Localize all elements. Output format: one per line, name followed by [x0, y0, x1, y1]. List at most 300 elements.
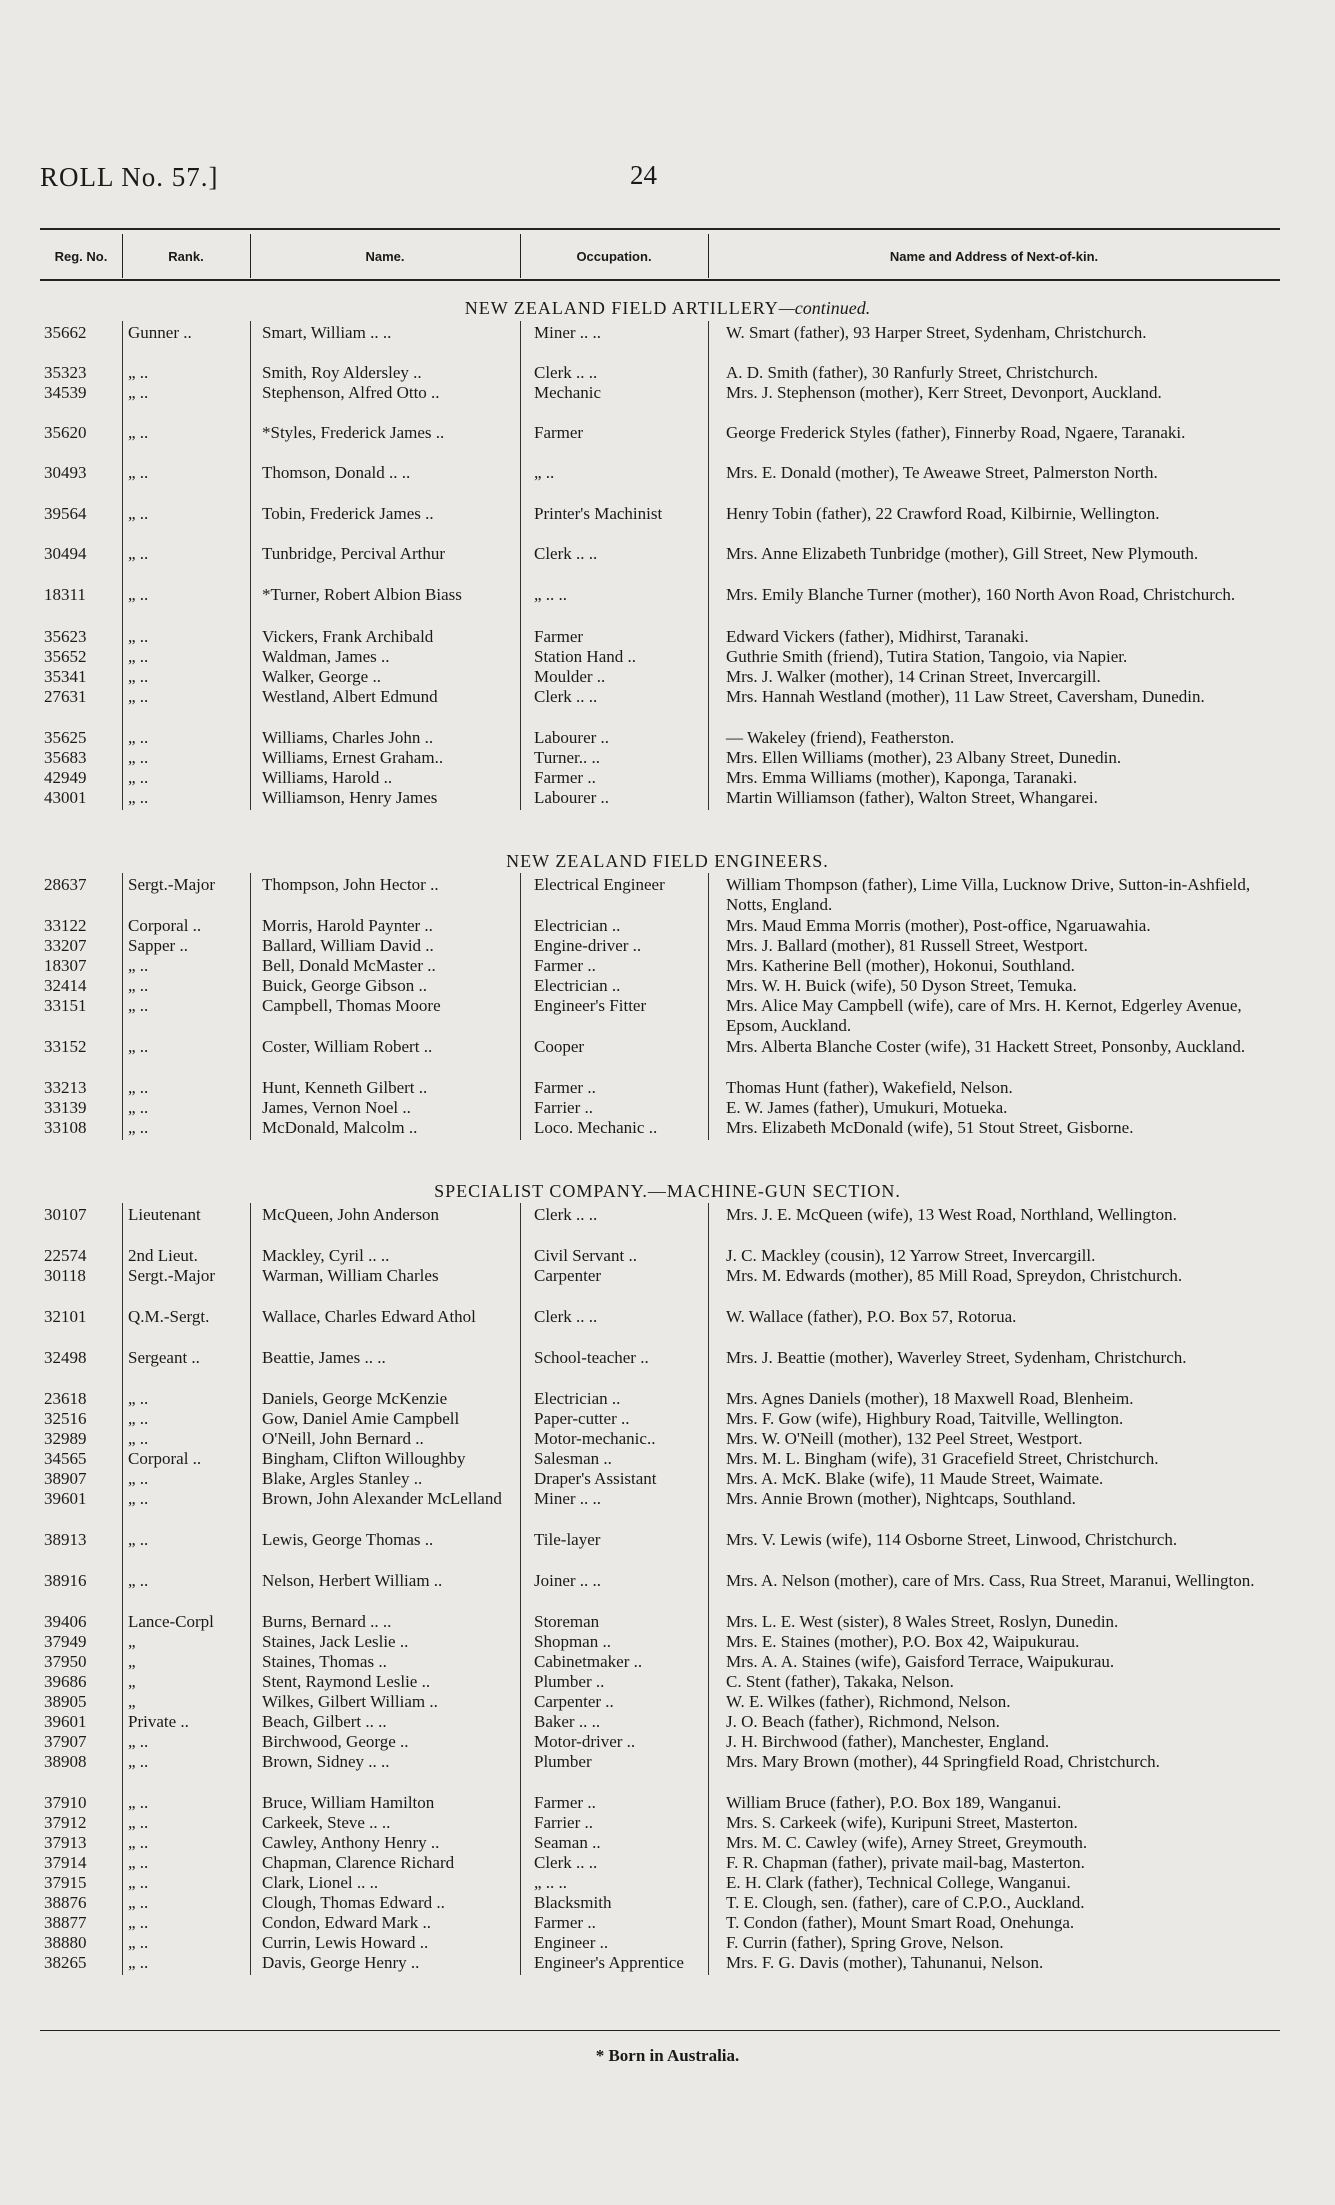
column-header-occupation: Occupation. — [576, 248, 652, 264]
occupation: Farmer .. — [534, 1078, 596, 1097]
column-header-reg: Reg. No. — [54, 248, 108, 264]
reg-number: 30107 — [44, 1205, 87, 1224]
occupation: Paper-cutter .. — [534, 1409, 630, 1428]
occupation: „ .. .. — [534, 1873, 568, 1892]
occupation: Draper's Assistant — [534, 1469, 657, 1488]
section-title-text: NEW ZEALAND FIELD ENGINEERS. — [506, 851, 829, 871]
name: Staines, Thomas .. — [262, 1652, 387, 1671]
name: Thomson, Donald .. .. — [262, 463, 411, 482]
reg-number: 33213 — [44, 1078, 87, 1097]
rank: 2nd Lieut. — [128, 1246, 198, 1265]
occupation: Plumber .. — [534, 1672, 605, 1691]
reg-number: 32516 — [44, 1409, 87, 1428]
next-of-kin: Mrs. Hannah Westland (mother), 11 Law Street, Caversham, Dunedin. — [726, 687, 1205, 706]
rank: „ .. — [128, 1833, 149, 1852]
occupation: Turner.. .. — [534, 748, 600, 767]
next-of-kin: Mrs. E. Staines (mother), P.O. Box 42, Waipukurau. — [726, 1632, 1080, 1651]
name: Davis, George Henry .. — [262, 1953, 420, 1972]
occupation: Electrician .. — [534, 1389, 621, 1408]
occupation: Farrier .. — [534, 1813, 594, 1832]
reg-number: 37950 — [44, 1652, 87, 1671]
rank: „ .. — [128, 728, 149, 747]
name: Williamson, Henry James — [262, 788, 438, 807]
next-of-kin: Mrs. F. G. Davis (mother), Tahunanui, Nelson. — [726, 1953, 1044, 1972]
name: O'Neill, John Bernard .. — [262, 1429, 424, 1448]
occupation: Farrier .. — [534, 1098, 594, 1117]
next-of-kin: George Frederick Styles (father), Finnerby Road, Ngaere, Taranaki. — [726, 423, 1186, 442]
reg-number: 37914 — [44, 1853, 87, 1872]
footer-rule — [40, 2030, 1280, 2031]
reg-number: 37913 — [44, 1833, 87, 1852]
occupation: Storeman — [534, 1612, 600, 1631]
next-of-kin: Mrs. V. Lewis (wife), 114 Osborne Street, Linwood, Christchurch. — [726, 1530, 1178, 1549]
next-of-kin: Mrs. M. Edwards (mother), 85 Mill Road, Spreydon, Christchurch. — [726, 1266, 1183, 1285]
occupation: Plumber — [534, 1752, 592, 1771]
occupation: Engineer's Fitter — [534, 996, 647, 1015]
next-of-kin: Mrs. F. Gow (wife), Highbury Road, Taitville, Wellington. — [726, 1409, 1124, 1428]
rank: „ .. — [128, 627, 149, 646]
occupation: Printer's Machinist — [534, 504, 663, 523]
reg-number: 39601 — [44, 1712, 87, 1731]
reg-number: 39601 — [44, 1489, 87, 1508]
reg-number: 37915 — [44, 1873, 87, 1892]
next-of-kin: Mrs. J. Ballard (mother), 81 Russell Street, Westport. — [726, 936, 1088, 955]
next-of-kin: A. D. Smith (father), 30 Ranfurly Street, Christchurch. — [726, 363, 1099, 382]
reg-number: 37907 — [44, 1732, 87, 1751]
occupation: Shopman .. — [534, 1632, 611, 1651]
occupation: Motor-driver .. — [534, 1732, 636, 1751]
reg-number: 28637 — [44, 875, 87, 894]
name: Beattie, James .. .. — [262, 1348, 386, 1367]
reg-number: 39406 — [44, 1612, 87, 1631]
column-header-rank: Rank. — [168, 248, 204, 264]
name: Bruce, William Hamilton — [262, 1793, 435, 1812]
rank: „ .. — [128, 687, 149, 706]
next-of-kin: W. Smart (father), 93 Harper Street, Sydenham, Christchurch. — [726, 323, 1147, 342]
next-of-kin: Henry Tobin (father), 22 Crawford Road, Kilbirnie, Wellington. — [726, 504, 1160, 523]
rank: Sergt.-Major — [128, 875, 216, 894]
reg-number: 33122 — [44, 916, 87, 935]
rank: Lance-Corpl — [128, 1612, 214, 1631]
column-divider — [122, 321, 123, 810]
column-header-name: Name. — [365, 248, 405, 264]
name: Clark, Lionel .. .. — [262, 1873, 379, 1892]
name: Smith, Roy Aldersley .. — [262, 363, 422, 382]
rank: „ .. — [128, 423, 149, 442]
reg-number: 35620 — [44, 423, 87, 442]
next-of-kin: F. R. Chapman (father), private mail-bag, Masterton. — [726, 1853, 1085, 1872]
column-header-next-of-kin: Name and Address of Next-of-kin. — [889, 248, 1099, 264]
next-of-kin: Edward Vickers (father), Midhirst, Taranaki. — [726, 627, 1029, 646]
footnote: * Born in Australia. — [595, 2046, 740, 2065]
rank: „ .. — [128, 748, 149, 767]
rank: Q.M.-Sergt. — [128, 1307, 210, 1326]
name: Wallace, Charles Edward Athol — [262, 1307, 476, 1326]
next-of-kin: Mrs. J. Stephenson (mother), Kerr Street, Devonport, Auckland. — [726, 383, 1162, 402]
occupation: Salesman .. — [534, 1449, 612, 1468]
reg-number: 38905 — [44, 1692, 87, 1711]
next-of-kin: Mrs. Annie Brown (mother), Nightcaps, Southland. — [726, 1489, 1076, 1508]
reg-number: 30118 — [44, 1266, 86, 1285]
name: Coster, William Robert .. — [262, 1037, 433, 1056]
next-of-kin: J. O. Beach (father), Richmond, Nelson. — [726, 1712, 1000, 1731]
occupation: Clerk .. .. — [534, 1853, 598, 1872]
next-of-kin: Martin Williamson (father), Walton Street, Whangarei. — [726, 788, 1098, 807]
reg-number: 22574 — [44, 1246, 87, 1265]
name: Waldman, James .. — [262, 647, 390, 666]
name: Carkeek, Steve .. .. — [262, 1813, 391, 1832]
rank: „ — [128, 1672, 136, 1691]
rank: „ .. — [128, 383, 149, 402]
occupation: Mechanic — [534, 383, 602, 402]
reg-number: 30493 — [44, 463, 87, 482]
reg-number: 35652 — [44, 647, 87, 666]
rank: „ .. — [128, 768, 149, 787]
occupation: Electrician .. — [534, 916, 621, 935]
name: *Turner, Robert Albion Biass — [262, 585, 462, 604]
occupation: Cooper — [534, 1037, 585, 1056]
occupation: Seaman .. — [534, 1833, 601, 1852]
next-of-kin: Guthrie Smith (friend), Tutira Station, Tangoio, via Napier. — [726, 647, 1128, 666]
rank: „ .. — [128, 504, 149, 523]
next-of-kin: Mrs. Agnes Daniels (mother), 18 Maxwell Road, Blenheim. — [726, 1389, 1134, 1408]
rank: „ .. — [128, 1571, 149, 1590]
occupation: Farmer .. — [534, 1793, 596, 1812]
occupation: Moulder .. — [534, 667, 606, 686]
next-of-kin: Mrs. W. O'Neill (mother), 132 Peel Street, Westport. — [726, 1429, 1083, 1448]
next-of-kin: Mrs. Anne Elizabeth Tunbridge (mother), Gill Street, New Plymouth. — [726, 544, 1199, 563]
next-of-kin: Mrs. Katherine Bell (mother), Hokonui, Southland. — [726, 956, 1075, 975]
name: Cawley, Anthony Henry .. — [262, 1833, 440, 1852]
name: Birchwood, George .. — [262, 1732, 409, 1751]
rank: „ .. — [128, 956, 149, 975]
name: Buick, George Gibson .. — [262, 976, 427, 995]
next-of-kin: Mrs. W. H. Buick (wife), 50 Dyson Street, Temuka. — [726, 976, 1077, 995]
rank: „ .. — [128, 1913, 149, 1932]
rank: „ .. — [128, 1489, 149, 1508]
reg-number: 38265 — [44, 1953, 87, 1972]
name: Daniels, George McKenzie — [262, 1389, 448, 1408]
reg-number: 38880 — [44, 1933, 87, 1952]
name: Chapman, Clarence Richard — [262, 1853, 455, 1872]
rank: Sergt.-Major — [128, 1266, 216, 1285]
rank: „ .. — [128, 1530, 149, 1549]
reg-number: 37912 — [44, 1813, 87, 1832]
next-of-kin: Mrs. Alberta Blanche Coster (wife), 31 Hackett Street, Ponsonby, Auckland. — [726, 1037, 1246, 1056]
next-of-kin: W. E. Wilkes (father), Richmond, Nelson. — [726, 1692, 1011, 1711]
next-of-kin: Mrs. Emily Blanche Turner (mother), 160 North Avon Road, Christchurch. — [726, 585, 1236, 604]
column-divider — [122, 873, 123, 1140]
occupation: Joiner .. .. — [534, 1571, 602, 1590]
rank: „ .. — [128, 647, 149, 666]
rank: „ .. — [128, 1853, 149, 1872]
occupation: Blacksmith — [534, 1893, 612, 1912]
occupation: Clerk .. .. — [534, 687, 598, 706]
name: Nelson, Herbert William .. — [262, 1571, 443, 1590]
name: Campbell, Thomas Moore — [262, 996, 441, 1015]
next-of-kin: T. Condon (father), Mount Smart Road, Onehunga. — [726, 1913, 1075, 1932]
reg-number: 37949 — [44, 1632, 87, 1651]
rank: „ — [128, 1692, 136, 1711]
next-of-kin: Mrs. L. E. West (sister), 8 Wales Street, Roslyn, Dunedin. — [726, 1612, 1119, 1631]
occupation: Motor-mechanic.. — [534, 1429, 656, 1448]
section-title — [0, 851, 1335, 872]
reg-number: 37910 — [44, 1793, 87, 1812]
name: Lewis, George Thomas .. — [262, 1530, 434, 1549]
rank: „ — [128, 1632, 136, 1651]
name: Staines, Jack Leslie .. — [262, 1632, 409, 1651]
name: Ballard, William David .. — [262, 936, 434, 955]
name: Mackley, Cyril .. .. — [262, 1246, 390, 1265]
reg-number: 27631 — [44, 687, 87, 706]
next-of-kin: William Bruce (father), P.O. Box 189, Wanganui. — [726, 1793, 1062, 1812]
reg-number: 34539 — [44, 383, 87, 402]
occupation: Station Hand .. — [534, 647, 636, 666]
occupation: Baker .. .. — [534, 1712, 601, 1731]
reg-number: 39564 — [44, 504, 87, 523]
next-of-kin: — Wakeley (friend), Featherston. — [726, 728, 955, 747]
next-of-kin: Thomas Hunt (father), Wakefield, Nelson. — [726, 1078, 1013, 1097]
occupation: Engineer .. — [534, 1933, 609, 1952]
name: James, Vernon Noel .. — [262, 1098, 411, 1117]
rank: „ .. — [128, 1953, 149, 1972]
next-of-kin: E. H. Clark (father), Technical College, Wanganui. — [726, 1873, 1071, 1892]
occupation: Electrical Engineer — [534, 875, 665, 894]
header-top-rule — [40, 228, 1280, 230]
rank: „ .. — [128, 1469, 149, 1488]
occupation: Tile-layer — [534, 1530, 601, 1549]
section-title-text: NEW ZEALAND FIELD ARTILLERY — [464, 298, 779, 318]
reg-number: 18311 — [44, 585, 86, 604]
reg-number: 42949 — [44, 768, 87, 787]
occupation: Miner .. .. — [534, 1489, 602, 1508]
rank: „ .. — [128, 1873, 149, 1892]
next-of-kin: Mrs. J. E. McQueen (wife), 13 West Road, Northland, Wellington. — [726, 1205, 1177, 1224]
section-title-suffix: —continued. — [778, 298, 871, 318]
occupation: School-teacher .. — [534, 1348, 649, 1367]
next-of-kin: Mrs. Ellen Williams (mother), 23 Albany Street, Dunedin. — [726, 748, 1122, 767]
reg-number: 30494 — [44, 544, 87, 563]
section-title — [0, 298, 1335, 319]
name: Brown, John Alexander McLelland — [262, 1489, 502, 1508]
next-of-kin: Mrs. J. Walker (mother), 14 Crinan Street, Invercargill. — [726, 667, 1101, 686]
rank: „ .. — [128, 667, 149, 686]
next-of-kin: C. Stent (father), Takaka, Nelson. — [726, 1672, 954, 1691]
rank: „ .. — [128, 1118, 149, 1137]
occupation: Farmer .. — [534, 768, 596, 787]
rank: „ .. — [128, 1933, 149, 1952]
next-of-kin: Mrs. E. Donald (mother), Te Aweawe Street, Palmerston North. — [726, 463, 1158, 482]
occupation: Miner .. .. — [534, 323, 602, 342]
reg-number: 23618 — [44, 1389, 87, 1408]
name: Stephenson, Alfred Otto .. — [262, 383, 440, 402]
reg-number: 32414 — [44, 976, 87, 995]
rank: Sapper .. — [128, 936, 188, 955]
reg-number: 35625 — [44, 728, 87, 747]
reg-number: 38916 — [44, 1571, 87, 1590]
rank: „ .. — [128, 585, 149, 604]
next-of-kin: Mrs. M. C. Cawley (wife), Arney Street, Greymouth. — [726, 1833, 1088, 1852]
next-of-kin: Mrs. Alice May Campbell (wife), care of Mrs. H. Kernot, Edgerley Avenue, Epsom, Auckland. — [726, 996, 1242, 1035]
rank: „ — [128, 1652, 136, 1671]
name: Williams, Ernest Graham.. — [262, 748, 444, 767]
name: Tobin, Frederick James .. — [262, 504, 434, 523]
rank: „ .. — [128, 1813, 149, 1832]
next-of-kin: Mrs. Emma Williams (mother), Kaponga, Taranaki. — [726, 768, 1078, 787]
rank: Sergeant .. — [128, 1348, 200, 1367]
reg-number: 35683 — [44, 748, 87, 767]
name: McDonald, Malcolm .. — [262, 1118, 418, 1137]
next-of-kin: Mrs. Maud Emma Morris (mother), Post-office, Ngaruawahia. — [726, 916, 1151, 935]
reg-number: 33151 — [44, 996, 87, 1015]
rank: „ .. — [128, 1429, 149, 1448]
name: Bell, Donald McMaster .. — [262, 956, 436, 975]
next-of-kin: J. C. Mackley (cousin), 12 Yarrow Street, Invercargill. — [726, 1246, 1096, 1265]
occupation: „ .. .. — [534, 585, 568, 604]
column-divider — [122, 1203, 123, 1975]
occupation: Carpenter — [534, 1266, 602, 1285]
occupation: Clerk .. .. — [534, 363, 598, 382]
name: Smart, William .. .. — [262, 323, 392, 342]
rank: Corporal .. — [128, 1449, 202, 1468]
rank: Corporal .. — [128, 916, 202, 935]
section-title — [0, 1181, 1335, 1202]
name: Burns, Bernard .. .. — [262, 1612, 392, 1631]
name: McQueen, John Anderson — [262, 1205, 440, 1224]
name: Clough, Thomas Edward .. — [262, 1893, 445, 1912]
occupation: Clerk .. .. — [534, 544, 598, 563]
occupation: Engine-driver .. — [534, 936, 642, 955]
next-of-kin: Mrs. J. Beattie (mother), Waverley Street, Sydenham, Christchurch. — [726, 1348, 1187, 1367]
occupation: Farmer — [534, 627, 584, 646]
occupation: Farmer .. — [534, 1913, 596, 1932]
reg-number: 18307 — [44, 956, 87, 975]
occupation: Farmer — [534, 423, 584, 442]
rank: „ .. — [128, 788, 149, 807]
name: Condon, Edward Mark .. — [262, 1913, 432, 1932]
next-of-kin: Mrs. S. Carkeek (wife), Kuripuni Street, Masterton. — [726, 1813, 1078, 1832]
reg-number: 38877 — [44, 1913, 87, 1932]
name: Wilkes, Gilbert William .. — [262, 1692, 438, 1711]
rank: „ .. — [128, 1409, 149, 1428]
reg-number: 33139 — [44, 1098, 87, 1117]
name: Bingham, Clifton Willoughby — [262, 1449, 466, 1468]
occupation: Clerk .. .. — [534, 1307, 598, 1326]
occupation: Farmer .. — [534, 956, 596, 975]
rank: „ .. — [128, 363, 149, 382]
rank: „ .. — [128, 1098, 149, 1117]
rank: „ .. — [128, 1893, 149, 1912]
name: Beach, Gilbert .. .. — [262, 1712, 387, 1731]
occupation: Carpenter .. — [534, 1692, 614, 1711]
rank: „ .. — [128, 1793, 149, 1812]
name: Stent, Raymond Leslie .. — [262, 1672, 431, 1691]
name: *Styles, Frederick James .. — [262, 423, 445, 442]
name: Vickers, Frank Archibald — [262, 627, 434, 646]
rank: „ .. — [128, 1037, 149, 1056]
next-of-kin: W. Wallace (father), P.O. Box 57, Rotorua. — [726, 1307, 1017, 1326]
roll-number: ROLL No. 57.] — [40, 162, 219, 192]
rank: „ .. — [128, 976, 149, 995]
name: Currin, Lewis Howard .. — [262, 1933, 429, 1952]
reg-number: 32989 — [44, 1429, 87, 1448]
occupation: Labourer .. — [534, 728, 610, 747]
next-of-kin: T. E. Clough, sen. (father), care of C.P.O., Auckland. — [726, 1893, 1085, 1912]
reg-number: 35662 — [44, 323, 87, 342]
next-of-kin: Mrs. A. McK. Blake (wife), 11 Maude Street, Waimate. — [726, 1469, 1104, 1488]
rank: „ .. — [128, 463, 149, 482]
reg-number: 39686 — [44, 1672, 87, 1691]
reg-number: 33207 — [44, 936, 87, 955]
next-of-kin: F. Currin (father), Spring Grove, Nelson. — [726, 1933, 1004, 1952]
reg-number: 38913 — [44, 1530, 87, 1549]
rank: „ .. — [128, 1389, 149, 1408]
occupation: Engineer's Apprentice — [534, 1953, 684, 1972]
reg-number: 38907 — [44, 1469, 87, 1488]
reg-number: 33152 — [44, 1037, 87, 1056]
next-of-kin: J. H. Birchwood (father), Manchester, England. — [726, 1732, 1050, 1751]
name: Williams, Harold .. — [262, 768, 393, 787]
name: Hunt, Kenneth Gilbert .. — [262, 1078, 428, 1097]
name: Gow, Daniel Amie Campbell — [262, 1409, 460, 1428]
reg-number: 35323 — [44, 363, 87, 382]
next-of-kin: Mrs. Mary Brown (mother), 44 Springfield Road, Christchurch. — [726, 1752, 1160, 1771]
rank: „ .. — [128, 996, 149, 1015]
name: Warman, William Charles — [262, 1266, 439, 1285]
name: Williams, Charles John .. — [262, 728, 434, 747]
next-of-kin: Mrs. M. L. Bingham (wife), 31 Gracefield Street, Christchurch. — [726, 1449, 1159, 1468]
reg-number: 35341 — [44, 667, 87, 686]
rank: „ .. — [128, 1752, 149, 1771]
name: Brown, Sidney .. .. — [262, 1752, 390, 1771]
next-of-kin: William Thompson (father), Lime Villa, Lucknow Drive, Sutton-in-Ashfield, Notts, England. — [726, 875, 1251, 914]
reg-number: 38908 — [44, 1752, 87, 1771]
occupation: Civil Servant .. — [534, 1246, 637, 1265]
rank: Lieutenant — [128, 1205, 201, 1224]
next-of-kin: E. W. James (father), Umukuri, Motueka. — [726, 1098, 1008, 1117]
rank: „ .. — [128, 1732, 149, 1751]
reg-number: 38876 — [44, 1893, 87, 1912]
reg-number: 35623 — [44, 627, 87, 646]
rank: „ .. — [128, 1078, 149, 1097]
reg-number: 34565 — [44, 1449, 87, 1468]
reg-number: 33108 — [44, 1118, 87, 1137]
occupation: Cabinetmaker .. — [534, 1652, 643, 1671]
occupation: „ .. — [534, 463, 555, 482]
rank: „ .. — [128, 544, 149, 563]
name: Thompson, John Hector .. — [262, 875, 439, 894]
next-of-kin: Mrs. A. Nelson (mother), care of Mrs. Cass, Rua Street, Maranui, Wellington. — [726, 1571, 1255, 1590]
rank: Gunner .. — [128, 323, 192, 342]
section-title-text: SPECIALIST COMPANY.—MACHINE-GUN SECTION. — [434, 1181, 901, 1201]
name: Walker, George .. — [262, 667, 381, 686]
occupation: Loco. Mechanic .. — [534, 1118, 658, 1137]
name: Westland, Albert Edmund — [262, 687, 438, 706]
reg-number: 32498 — [44, 1348, 87, 1367]
next-of-kin: Mrs. Elizabeth McDonald (wife), 51 Stout Street, Gisborne. — [726, 1118, 1134, 1137]
rank: Private .. — [128, 1712, 189, 1731]
occupation: Labourer .. — [534, 788, 610, 807]
reg-number: 32101 — [44, 1307, 87, 1326]
name: Blake, Argles Stanley .. — [262, 1469, 423, 1488]
header-bottom-rule — [40, 279, 1280, 281]
name: Morris, Harold Paynter .. — [262, 916, 433, 935]
next-of-kin: Mrs. A. A. Staines (wife), Gaisford Terrace, Waipukurau. — [726, 1652, 1115, 1671]
name: Tunbridge, Percival Arthur — [262, 544, 446, 563]
page-number: 24 — [630, 160, 657, 190]
reg-number: 43001 — [44, 788, 87, 807]
occupation: Electrician .. — [534, 976, 621, 995]
